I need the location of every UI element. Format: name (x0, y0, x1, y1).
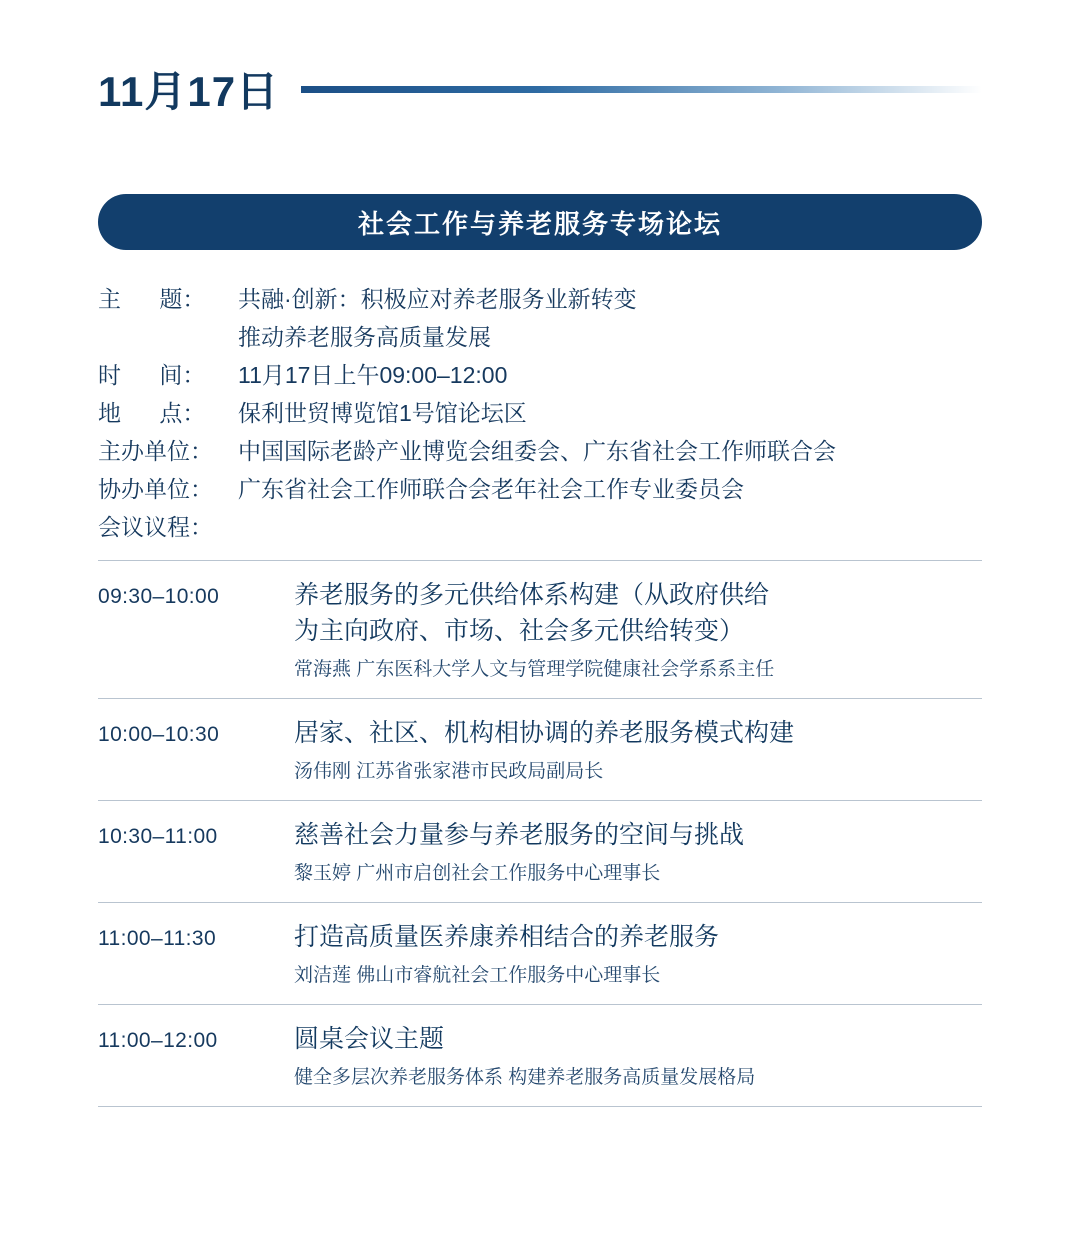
meta-value: 广东省社会工作师联合会老年社会工作专业委员会 (238, 476, 744, 502)
agenda-body (294, 577, 982, 684)
agenda-row (98, 560, 982, 698)
agenda-topic: 居家、社区、机构相协调的养老服务模式构建 (294, 719, 795, 747)
meta-value-line2: 推动养老服务高质量发展 (238, 324, 491, 350)
date-label: 11月17日 (98, 68, 280, 115)
agenda-topic: 打造高质量医养康养相结合的养老服务 (294, 923, 720, 951)
meta-label: 地 点： (98, 400, 206, 426)
agenda-topic-line2: 为主向政府、市场、社会多元供给转变） (294, 617, 745, 645)
agenda-list (98, 560, 982, 1107)
date-header (98, 0, 982, 126)
meta-label: 协办单位： (98, 476, 213, 502)
meta-value: 11月17日上午09:00–12:00 (238, 362, 508, 388)
meta-row-organizer (98, 432, 982, 470)
meta-row-agenda-heading (98, 508, 982, 546)
agenda-speaker: 刘洁莲 佛山市睿航社会工作服务中心理事长 (294, 965, 661, 986)
meta-value-line1: 共融·创新：积极应对养老服务业新转变 (238, 286, 637, 312)
meta-row-time (98, 356, 982, 394)
agenda-speaker: 黎玉婷 广州市启创社会工作服务中心理事长 (294, 863, 661, 884)
agenda-row (98, 902, 982, 1004)
meta-label: 主 题： (98, 286, 206, 312)
agenda-row (98, 698, 982, 800)
meta-row-venue (98, 394, 982, 432)
agenda-body (294, 919, 982, 990)
agenda-topic-line1: 养老服务的多元供给体系构建（从政府供给 (294, 581, 770, 609)
forum-title-bar (98, 194, 982, 250)
meta-row-coorganizer (98, 470, 982, 508)
meta-value: 保利世贸博览馆1号馆论坛区 (238, 400, 527, 426)
meta-value: 中国国际老龄产业博览会组委会、广东省社会工作师联合会 (238, 438, 836, 464)
agenda-time: 10:30–11:00 (98, 825, 218, 848)
agenda-speaker: 汤伟刚 江苏省张家港市民政局副局长 (294, 761, 604, 782)
agenda-time: 11:00–11:30 (98, 927, 217, 950)
agenda-body (294, 1021, 982, 1092)
agenda-time: 11:00–12:00 (98, 1029, 218, 1052)
meta-value (238, 280, 982, 356)
meta-label: 主办单位： (98, 438, 213, 464)
agenda-topic: 慈善社会力量参与养老服务的空间与挑战 (294, 821, 745, 849)
agenda-body (294, 817, 982, 888)
agenda-body (294, 715, 982, 786)
agenda-row (98, 1004, 982, 1107)
agenda-row (98, 800, 982, 902)
agenda-topic: 圆桌会议主题 (294, 1025, 445, 1053)
agenda-time: 10:00–10:30 (98, 723, 220, 746)
agenda-speaker: 健全多层次养老服务体系 构建养老服务高质量发展格局 (294, 1067, 756, 1088)
agenda-topic (294, 577, 982, 649)
agenda-time: 09:30–10:00 (98, 585, 220, 608)
meta-label: 时 间： (98, 362, 206, 388)
meta-row-subject (98, 280, 982, 356)
agenda-speaker: 常海燕 广东医科大学人文与管理学院健康社会学系系主任 (294, 659, 775, 680)
forum-meta-block (98, 280, 982, 546)
forum-title: 社会工作与养老服务专场论坛 (357, 208, 722, 239)
meta-label: 会议议程： (98, 514, 213, 540)
date-divider-rule (301, 86, 982, 93)
